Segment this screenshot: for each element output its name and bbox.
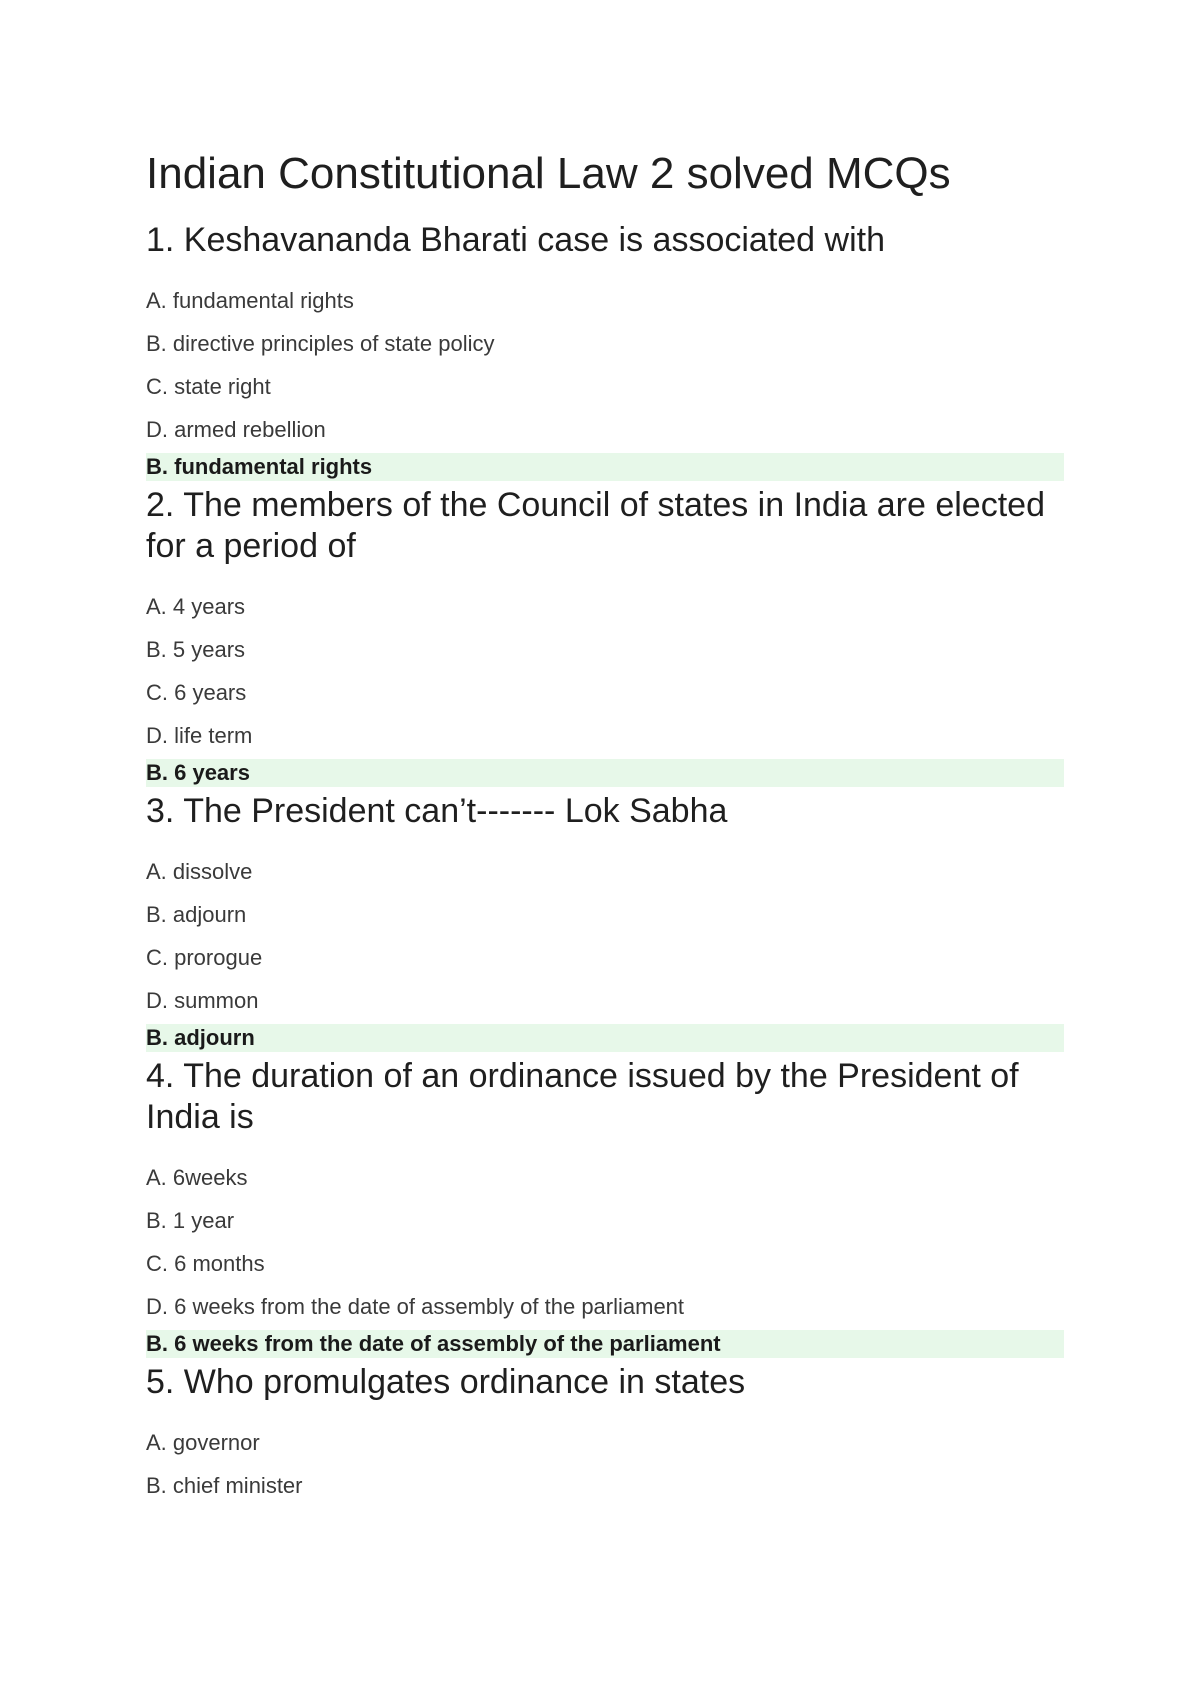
option-b: B. directive principles of state policy bbox=[146, 331, 495, 356]
option-a: A. dissolve bbox=[146, 859, 253, 884]
question-block bbox=[146, 1056, 1064, 1358]
option-b: B. 1 year bbox=[146, 1208, 235, 1233]
option-d: D. summon bbox=[146, 988, 259, 1013]
option-c: C. state right bbox=[146, 374, 271, 399]
question-text: 2. The members of the Council of states in India are elected for a period of bbox=[146, 486, 1045, 565]
answer-highlight: B. 6 years bbox=[146, 759, 1064, 787]
option-b: B. adjourn bbox=[146, 902, 247, 927]
option-a: A. 4 years bbox=[146, 594, 246, 619]
answer-highlight: B. fundamental rights bbox=[146, 453, 1064, 481]
question-block bbox=[146, 485, 1064, 787]
option-b: B. chief minister bbox=[146, 1473, 303, 1498]
question-text: 3. The President can’t------- Lok Sabha bbox=[146, 792, 728, 830]
question-block bbox=[146, 220, 1064, 481]
option-c: C. 6 years bbox=[146, 680, 247, 705]
option-b: B. 5 years bbox=[146, 637, 246, 662]
question-text: 4. The duration of an ordinance issued by the President of India is bbox=[146, 1057, 1019, 1136]
question-text: 5. Who promulgates ordinance in states bbox=[146, 1363, 746, 1401]
option-a: A. 6weeks bbox=[146, 1165, 248, 1190]
question-block bbox=[146, 791, 1064, 1052]
option-c: C. 6 months bbox=[146, 1251, 265, 1276]
question-block bbox=[146, 1362, 1064, 1507]
option-d: D. armed rebellion bbox=[146, 417, 326, 442]
answer-highlight: B. 6 weeks from the date of assembly of the parliament bbox=[146, 1330, 1064, 1358]
option-d: D. life term bbox=[146, 723, 253, 748]
answer-highlight: B. adjourn bbox=[146, 1024, 1064, 1052]
document-page bbox=[146, 146, 1064, 1507]
option-c: C. prorogue bbox=[146, 945, 263, 970]
question-text: 1. Keshavananda Bharati case is associated with bbox=[146, 221, 886, 259]
option-d: D. 6 weeks from the date of assembly of the parliament bbox=[146, 1294, 685, 1319]
option-a: A. fundamental rights bbox=[146, 288, 354, 313]
option-a: A. governor bbox=[146, 1430, 260, 1455]
document-title: Indian Constitutional Law 2 solved MCQs bbox=[146, 149, 951, 198]
